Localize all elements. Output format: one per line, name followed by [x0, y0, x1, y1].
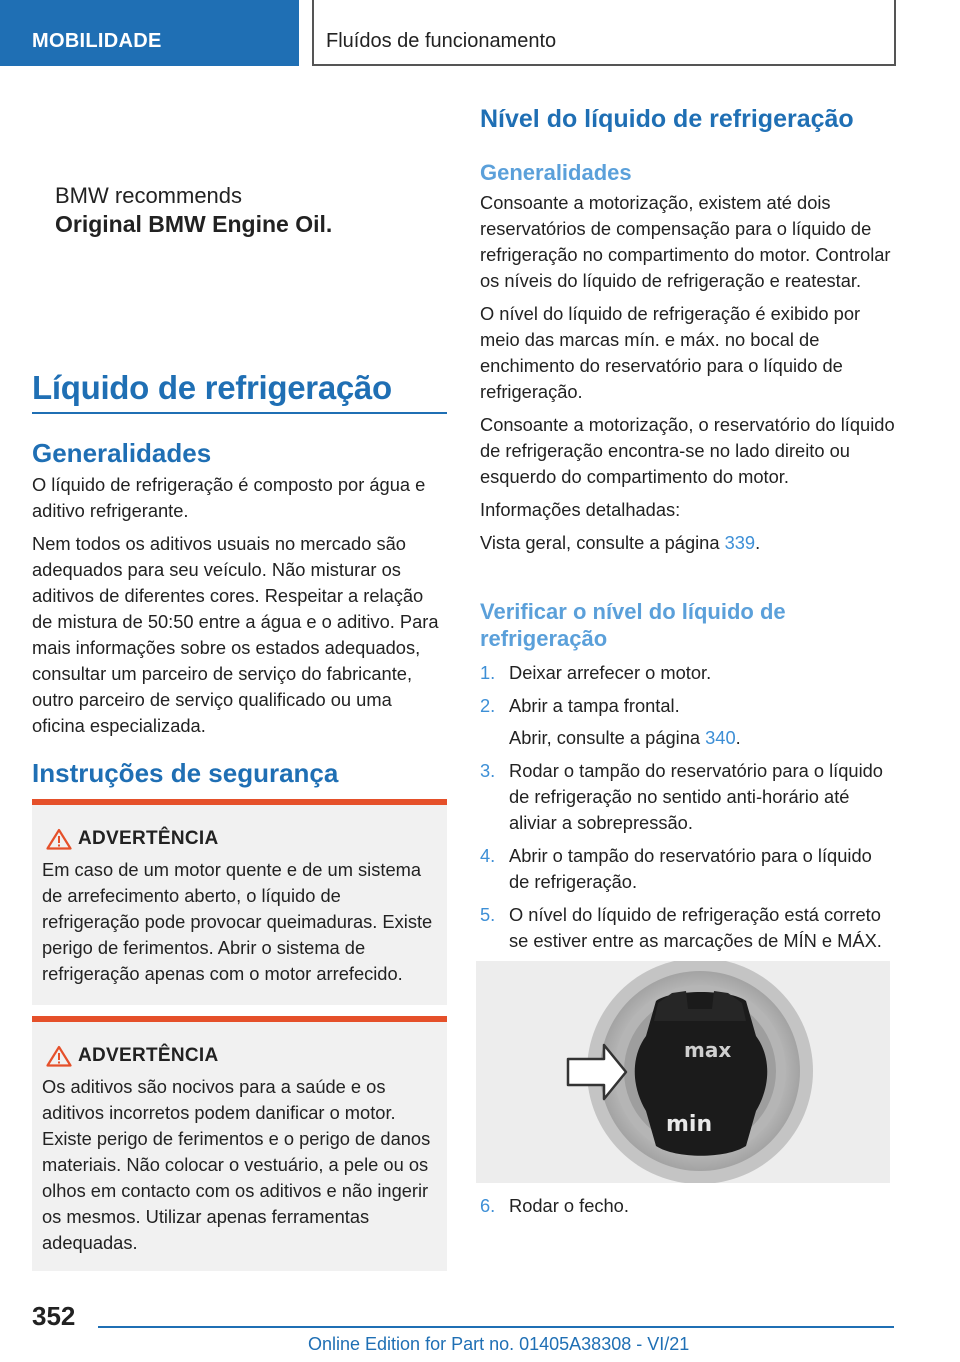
page-link-339[interactable]: 339 — [724, 532, 756, 553]
step-item: 6. Rodar o fecho. — [480, 1195, 629, 1216]
page-number: 352 — [32, 1301, 76, 1331]
step-item: 4. Abrir o tampão do reservatório para o líquido de refrigeração. — [480, 845, 872, 892]
step-item: 1. Deixar arrefecer o motor. — [480, 662, 712, 683]
page-header — [0, 0, 960, 66]
footer-rule — [98, 1326, 894, 1328]
coolant-cap-illustration — [476, 961, 890, 1183]
warning-box-2 — [32, 1016, 447, 1271]
paragraph-min-max-marks: O nível do líquido de refrigeração é exibido por meio das marcas mín. e máx. no bocal de enchimento do reservatório para o líquido de refrigeração. — [480, 303, 861, 402]
step-item: 5. O nível do líquido de refrigeração está correto se estiver entre as marcações de MÍN e MÁX. — [480, 904, 882, 951]
paragraph-overview-ref: Vista geral, consulte a página 339. — [480, 532, 761, 553]
paragraph-coolant-composition: O líquido de refrigeração é composto por água e aditivo refrigerante. — [32, 474, 426, 521]
min-mark-label: min — [666, 1112, 713, 1137]
warning-text-2: Os aditivos são nocivos para a saúde e os aditivos incorretos podem danificar o motor. Existe perigo de ferimentos e o perigo de danos materiais. Não colocar o vestuário, a pele ou os olhos em contacto com os aditivos e não ingerir os mesmos. Utilizar apenas ferramentas adequadas. — [42, 1076, 431, 1253]
coolant-cap-photo — [476, 961, 890, 1183]
section-title-coolant: Líquido de refrigeração — [32, 369, 392, 406]
warning-title-2: ADVERTÊNCIA — [42, 1044, 437, 1068]
paragraph-additives: Nem todos os aditivos usuais no mercado são adequados para seu veículo. Não misturar os aditivos de diferentes cores. Respeitar a relação de mistura de 50:50 entre a água e o aditivo. Para mais informações sobre os estados adequados, consultar um parceiro de serviço do fabricante, outro parceiro de serviço qualificado ou uma oficina especializada. — [32, 533, 439, 736]
warning-triangle-icon — [46, 828, 72, 850]
heading-safety: Instruções de segurança — [32, 758, 339, 788]
step-item: 2. Abrir a tampa frontal. Abrir, consulte a página 340. — [480, 693, 895, 751]
chapter-title: Fluídos de funcionamento — [312, 0, 896, 66]
heading-general-left: Generalidades — [32, 438, 212, 468]
warning-triangle-icon — [46, 1045, 72, 1067]
heading-general-right: Generalidades — [480, 160, 632, 185]
section-title-coolant-level: Nível do líquido de refrigeração — [480, 105, 854, 133]
step-2-subref: Abrir, consulte a página 340. — [509, 727, 741, 748]
paragraph-reservoir-location: Consoante a motorização, o reservatório do líquido de refrigeração encontra-se no lado direito ou esquerdo do compartimento do motor. — [480, 414, 895, 487]
title-rule — [32, 412, 447, 414]
page-link-340[interactable]: 340 — [705, 727, 736, 748]
max-mark-label: max — [684, 1038, 732, 1062]
heading-check-level: Verificar o nível do líquido de refrigeração — [480, 599, 786, 651]
warning-text-1: Em caso de um motor quente e de um sistema de arrefecimento aberto, o líquido de refrigeração pode provocar queimaduras. Existe perigo de ferimentos. Abrir o sistema de refrigeração apenas com o motor arrefecido. — [42, 859, 433, 984]
steps-list-continued — [480, 1193, 895, 1219]
edition-note: Online Edition for Part no. 01405A38308 - VI/21 — [308, 1334, 690, 1354]
warning-box-1 — [32, 799, 447, 1005]
oil-ad-line2: Original BMW Engine Oil. — [55, 211, 333, 237]
warning-title-1: ADVERTÊNCIA — [42, 827, 437, 851]
paragraph-reservoirs: Consoante a motorização, existem até dois reservatórios de compensação para o líquido de refrigeração no compartimento do motor. Controlar os níveis do líquido de refrigeração e reatestar. — [480, 192, 891, 291]
oil-recommendation — [55, 182, 332, 238]
step-item: 3. Rodar o tampão do reservatório para o líquido de refrigeração no sentido anti-horário até aliviar a sobrepressão. — [480, 760, 883, 833]
paragraph-details: Informações detalhadas: — [480, 499, 681, 520]
section-tab: MOBILIDADE — [0, 0, 299, 66]
oil-ad-line1: BMW recommends — [55, 183, 243, 208]
steps-list — [480, 660, 895, 954]
